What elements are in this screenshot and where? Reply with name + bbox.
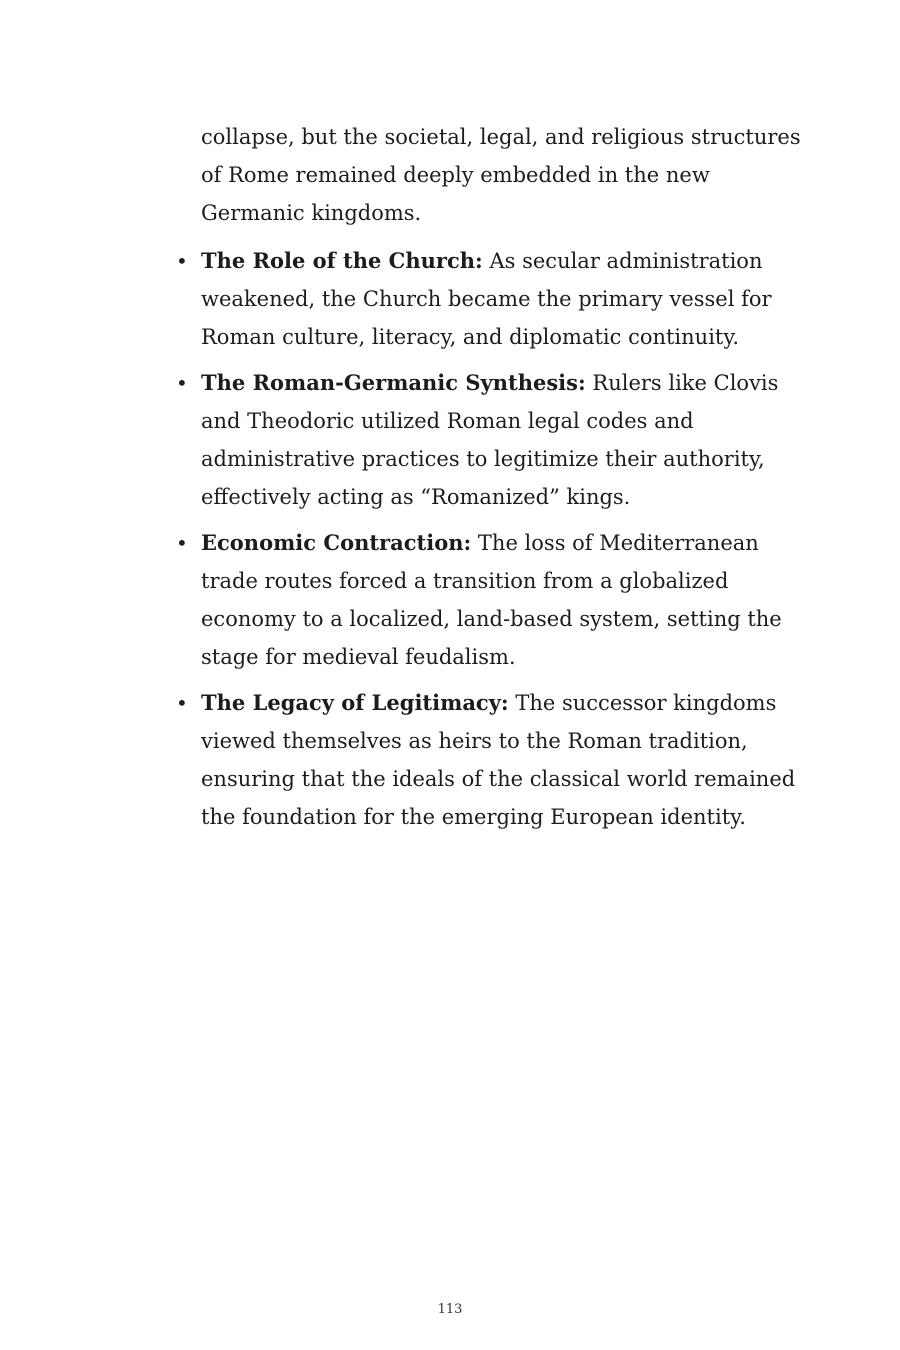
bullet-term: The Legacy of Legitimacy: xyxy=(201,690,509,715)
bullet-item-legacy xyxy=(176,684,801,836)
bullet-item-church xyxy=(176,242,801,356)
bullet-term: The Roman-Germanic Synthesis: xyxy=(201,370,586,395)
bullet-list xyxy=(176,242,801,836)
bullet-text: The loss of Mediterranean trade routes forced a transition from a globalized economy to a localized, land-based system, setting the stage for medieval feudalism. xyxy=(201,531,782,669)
bullet-icon: • xyxy=(176,531,188,555)
bullet-icon: • xyxy=(176,371,188,395)
page-number: 113 xyxy=(437,1302,463,1317)
continuation-paragraph: collapse, but the societal, legal, and religious structures of Rome remained deeply embedded in the new Germanic kingdoms. xyxy=(201,125,801,225)
bullet-text: The successor kingdoms viewed themselves as heirs to the Roman tradition, ensuring that the ideals of the classical world remained the foundation for the emerging European identity. xyxy=(201,691,796,829)
bullet-item-synthesis xyxy=(176,364,801,516)
bullet-term: Economic Contraction: xyxy=(201,530,472,555)
bullet-icon: • xyxy=(176,691,188,715)
body-content xyxy=(176,118,801,844)
bullet-item-economic xyxy=(176,524,801,676)
bullet-text: Rulers like Clovis and Theodoric utilized Roman legal codes and administrative practices to legitimize their authority, effectively acting as “Romanized” kings. xyxy=(201,371,779,509)
bullet-term: The Role of the Church: xyxy=(201,248,483,273)
bullet-icon: • xyxy=(176,249,188,273)
bullet-text: As secular administration weakened, the Church became the primary vessel for Roman culture, literacy, and diplomatic continuity. xyxy=(201,249,772,349)
